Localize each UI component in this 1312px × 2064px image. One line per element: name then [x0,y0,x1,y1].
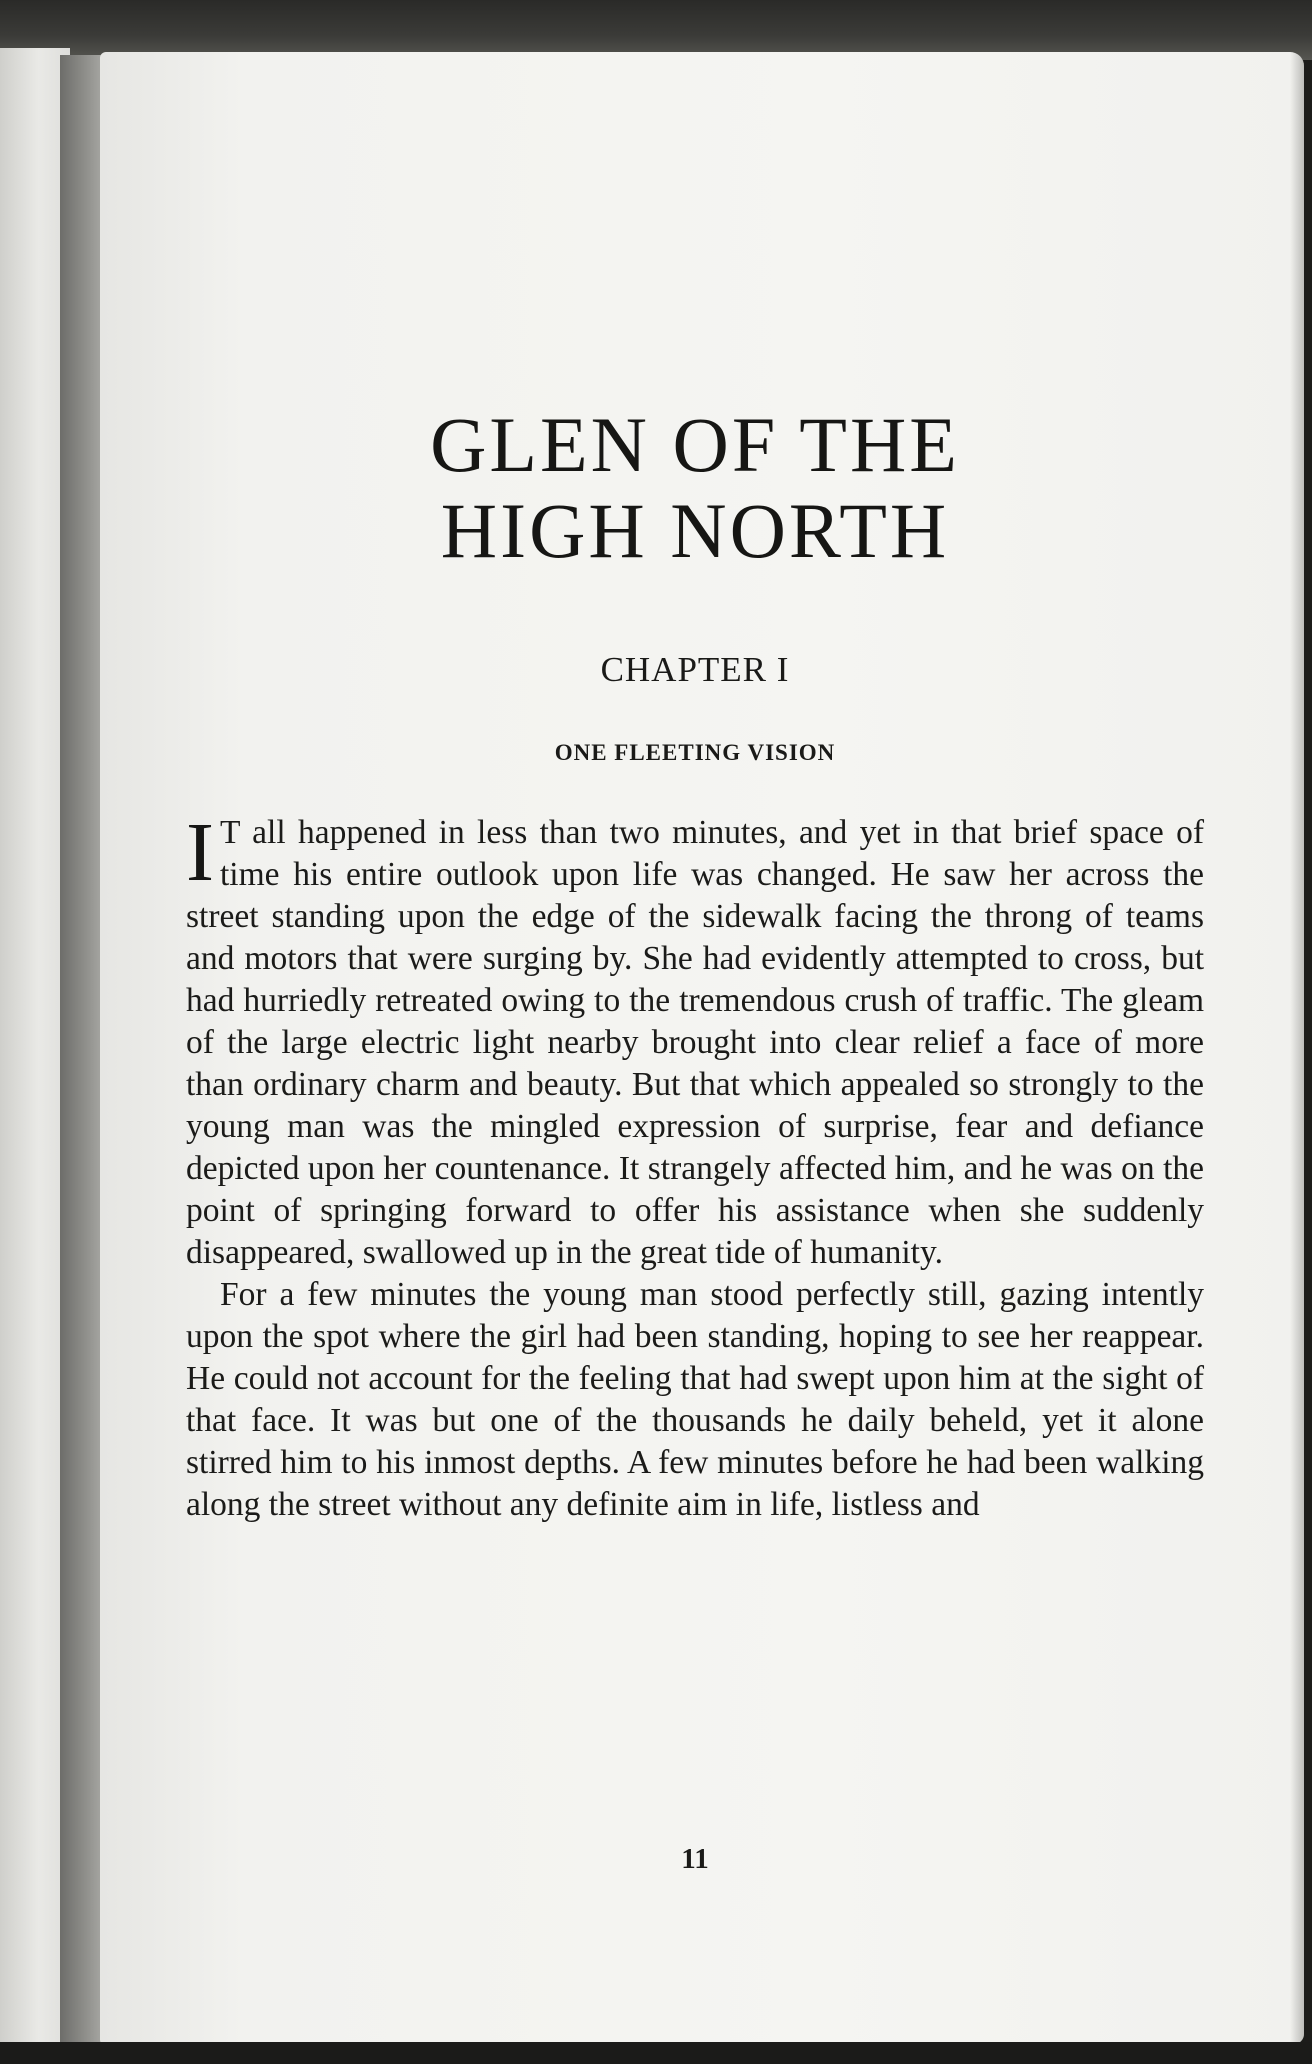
drop-cap: I [186,806,214,899]
chapter-heading: CHAPTER I [600,650,790,689]
scanner-top-edge [0,0,1312,60]
paragraph-2: For a few minutes the young man stood perfectly still, gazing intently upon the spot where the girl had been standing, hoping to see her reappear. He could not account for the feeling that had swept upon him at the sight of that face. It was but one of the thousands he daily beheld, yet it alone stirred him to his inmost depths. A few minutes before he had been walking along the street without any definite aim in life, listless and [186,1276,1204,1523]
page-number: 11 [681,1843,709,1875]
book-page [100,52,1304,2044]
page-right-edge [1290,52,1304,2044]
book-title-line-1: GLEN OF THE [430,401,960,488]
chapter-body [186,806,1204,1526]
chapter-subtitle: ONE FLEETING VISION [554,740,836,765]
book-title-line-2: HIGH NORTH [440,487,950,574]
scanner-bottom-edge [0,2042,1312,2064]
paragraph-1 [186,806,1204,1274]
paragraph-1-text: T all happened in less than two minutes, and yet in that brief space of time his entire outlook upon life was changed. He saw her across the street standing upon the edge of the sidewalk facing the throng of teams and motors that were surging by. She had evidently attempted to cross, but had hurriedly retreated owing to the tremendous crush of traffic. The gleam of the large electric light nearby brought into clear relief a face of more than ordinary charm and beauty. But that which appealed so strongly to the young man was the mingled expression of surprise, fear and defiance depicted upon her countenance. It strangely affected him, and he was on the point of springing forward to offer his assistance when she suddenly disappeared, swallowed up in the great tide of humanity. [186,814,1204,1271]
page-content [186,52,1204,2044]
book-title [186,402,1204,574]
